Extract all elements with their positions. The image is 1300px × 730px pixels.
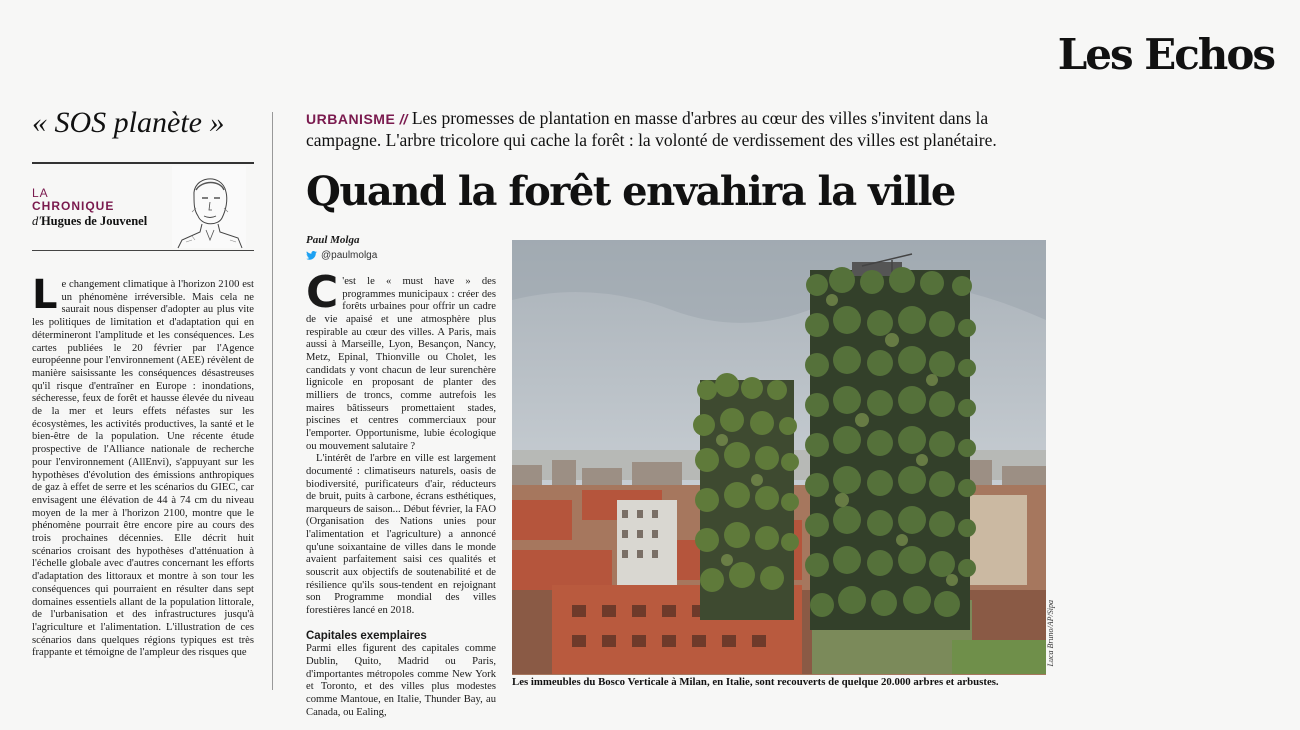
article-dropcap: C <box>306 267 339 318</box>
article-body <box>306 267 496 718</box>
twitter-icon <box>306 251 317 260</box>
article-subhead: Capitales exemplaires <box>306 629 427 642</box>
author-portrait-sketch <box>172 166 246 248</box>
column-sidebar <box>32 100 254 659</box>
paragraph: L'intérêt de l'arbre en ville est largement documenté : climatiseurs naturels, oasis de biodiversité, purificateurs d'air, réducteurs de bruit, puits à carbone, écrans esthétiques, marqueurs de saison... Début février, la FAO (Organisation des Nations unies pour l'alimentation et l'agriculture) a annoncé qu'une soixantaine de villes dans le monde avaient parfaitement saisi ces qualités et souscrit aux objectifs de soutenabilité et de résilience qu'ils sous-tendent en rejoignant son Programme mondial des villes forestières lancé en 2018. <box>306 453 496 617</box>
author-name: Paul Molga <box>306 234 360 246</box>
photo-credit: Luca Bruno/AP/Sipa <box>1046 600 1055 667</box>
byline <box>306 234 377 262</box>
column-dropcap: L <box>32 272 58 318</box>
chronique-label: CHRONIQUE <box>32 199 115 213</box>
column-title: « SOS planète » <box>32 106 225 139</box>
article-headline: Quand la forêt envahira la ville <box>306 168 955 215</box>
kicker-text: Les promesses de plantation en masse d'arbres au cœur des villes s'invitent dans la campagne. L'arbre tricolore qui cache la forêt : la volonté de verdissement des villes est planétaire. <box>306 108 997 150</box>
photo-caption: Les immeubles du Bosco Verticale à Milan, en Italie, sont recouverts de quelque 20.000 arbres et arbustes. <box>512 676 999 688</box>
paragraph: Parmi elles figurent des capitales comme Dublin, Quito, Madrid ou Paris, d'importantes métropoles comme New York et Toronto, et des villes plus modestes comme Mantoue, en Italie, Thunder Bay, au Canada, ou Ealing, <box>306 643 496 718</box>
les-echos-logo: Les Echos <box>1057 30 1274 79</box>
column-author: d'Hugues de Jouvenel <box>32 214 148 228</box>
divider <box>32 250 254 251</box>
column-separator <box>272 112 273 690</box>
article-kicker <box>306 108 1066 151</box>
section-tag: URBANISME <box>306 111 396 127</box>
chronique-header <box>32 164 254 250</box>
bosco-verticale-illustration <box>512 240 1046 674</box>
column-body: Le changement climatique à l'horizon 2100 est un phénomène irréversible. Mais cela ne saurait nous dispenser d'adopter au plus vite les politiques de limitation et d'adaptation qui en détermineront l'amplitude et les conséquences. Les cartes publiées le 20 février par l'Agence européenne pour l'environnement (AEE) révèlent de manière saisissante les conséquences désastreuses qu'il risque d'entraîner en Europe : inondations, sécheresse, feux de forêt et hausse élevée du niveau de la mer et leurs effets néfastes sur les écosystèmes, les activités productives, la santé et le bien-être de la population. Une récente étude prospective de l'Alliance nationale de recherche pour l'environnement (AllEnvi), s'appuyant sur les hypothèses d'évolution des émissions anthropiques de gaz à effet de serre et les scénarios du GIEC, car envisagent une élévation de 44 à 74 cm du niveau moyen de la mer à l'horizon 2100, montre que le phénomène pourrait être encore pire au cours des trois prochaines décennies. Elle décrit huit scénarios croisant des hypothèses d'atténuation à l'échelle globale avec d'autres concernant les efforts d'adaptation des littoraux et montre à son tour les conséquences qui pourraient en résulter dans sept domaines essentiels allant de la population littorale, de l'urbanisation et des infrastructures jusqu'à l'agriculture et l'alimentation. L'illustration de ces scénarios dans quelques régions typiques est très frappante et témoigne de l'ampleur des risques que <box>32 272 254 659</box>
article-photo <box>512 240 1046 674</box>
chronique-la: LA <box>32 186 49 200</box>
tag-separator: // <box>399 111 408 127</box>
paragraph: C 'est le « must have » des programmes municipaux : créer des forêts urbaines pour offrir un cadre de vie apaisé et une atmosphère plus respirable au cœur des villes. A Paris, mais aussi à Marseille, Lyon, Besançon, Nancy, Metz, Epinal, Thionville ou Cholet, les candidats y vont chacun de leur surenchère lignicole en proposant de planter des milliers de troncs, comme autrefois les maires bâtisseurs promettaient stades, piscines et centres commerciaux pour l'emporter. Opportunisme, lubie écologique ou mouvement salutaire ? <box>306 267 496 452</box>
twitter-handle[interactable]: @paulmolga <box>306 249 377 262</box>
